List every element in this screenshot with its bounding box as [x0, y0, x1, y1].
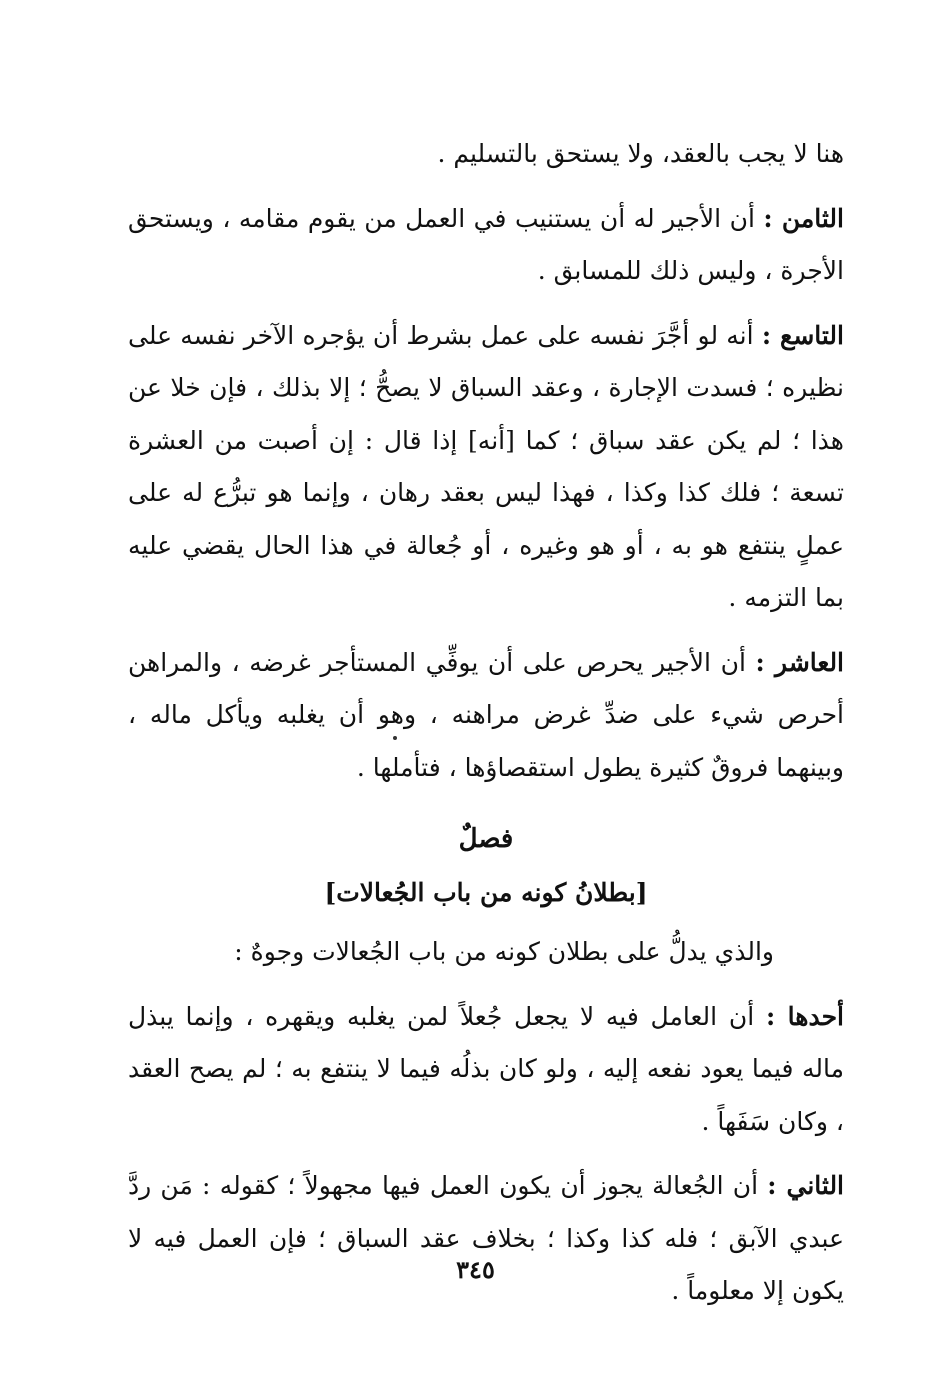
section-subtitle: [بطلانُ كونه من باب الجُعالات] [324, 878, 648, 907]
section-title: فصلٌ [458, 824, 514, 854]
stray-dot-mark [393, 736, 397, 740]
second-point-text: أن الجُعالة يجوز أن يكون العمل فيها مجهولاً ؛ كقوله : مَن ردَّ عبدي الآبق ؛ فله كذا وكذا ؛ بخلاف عقد السباق ؛ فإن العمل فيه لا يكون إلا معلوماً . [128, 1171, 844, 1305]
tenth-text: أن الأجير يحرص على أن يوفِّي المستأجر غرضه ، والمراهن أحرص شيء على ضدِّ غرض مراهنه ، وهو أن يغلبه ويأكل ماله ، وبينهما فروقٌ كثيرة يطول استقصاؤها ، فتأملها . [128, 647, 844, 782]
eighth-paragraph [128, 193, 844, 298]
eighth-text: أن الأجير له أن يستنيب في العمل من يقوم مقامه ، ويستحق الأجرة ، وليس ذلك للمسابق . [128, 203, 844, 285]
tenth-paragraph [128, 637, 844, 795]
page-body [128, 128, 844, 1330]
continuation-paragraph: هنا لا يجب بالعقد، ولا يستحق بالتسليم . [437, 139, 844, 168]
tenth-label: العاشر : [755, 647, 845, 677]
ninth-label: التاسع : [761, 320, 844, 350]
first-point-label: أحدها : [765, 1001, 844, 1031]
second-point-paragraph [128, 1160, 844, 1318]
first-point-paragraph [128, 991, 844, 1149]
ninth-text: أنه لو أجَّرَ نفسه على عمل بشرط أن يؤجره الآخر نفسه على نظيره ؛ فسدت الإجارة ، وعقد السباق لا يصحُّ ؛ إلا بذلك ، فإن خلا عن هذا ؛ لم يكن عقد سباق ؛ كما [أنه] إذا قال : إن أصبت من العشرة تسعة ؛ فلك كذا وكذا ، فهذا ليس بعقد رهان ، وإنما هو تبرُّع له على عملٍ ينتفع هو به ، أو هو وغيره ، أو جُعالة في هذا الحال يقضي عليه بما التزمه . [128, 320, 844, 612]
ninth-paragraph [128, 310, 844, 625]
first-point-text: أن العامل فيه لا يجعل جُعلاً لمن يغلبه ويقهره ، وإنما يبذل ماله فيما يعود نفعه إليه ، ولو كان بذلُه فيما لا ينتفع به ؛ لم يصح العقد ، وكان سَفَهاً . [128, 1001, 844, 1136]
second-point-label: الثاني : [767, 1171, 845, 1200]
page-number: ٣٤٥ [456, 1255, 495, 1284]
eighth-label: الثامن : [763, 203, 844, 233]
section-intro: والذي يدلُّ على بطلان كونه من باب الجُعالات وجوهٌ : [234, 937, 774, 966]
